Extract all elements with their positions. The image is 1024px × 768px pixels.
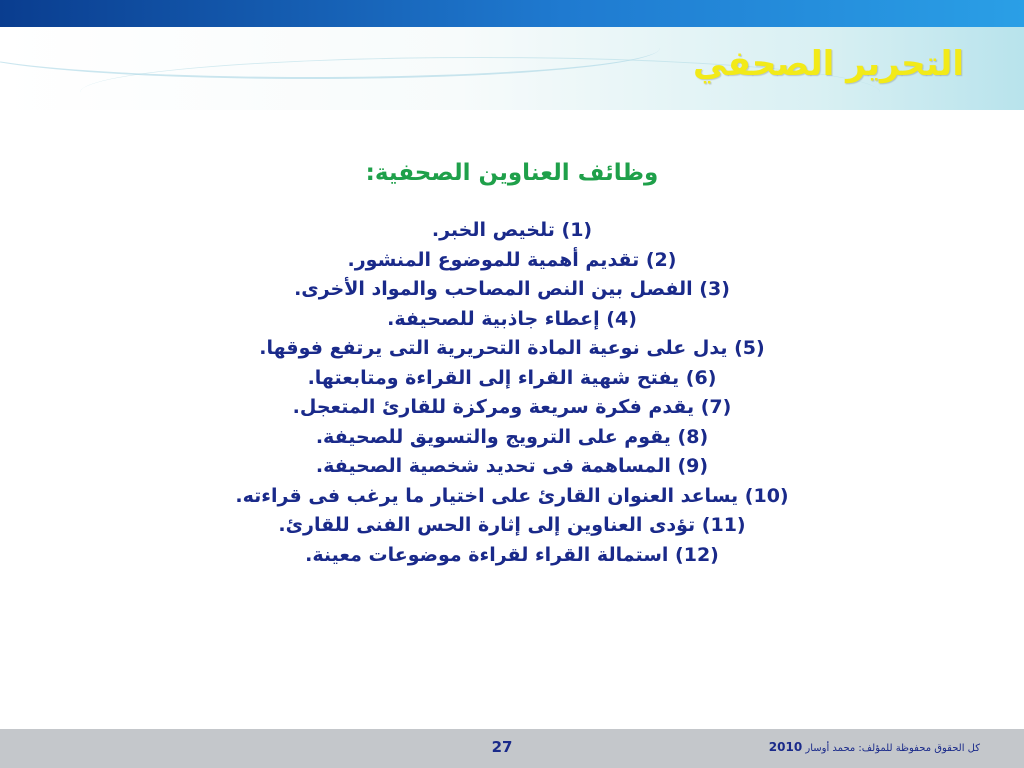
list-item: (12) استمالة القراء لقراءة موضوعات معينة. xyxy=(305,543,719,566)
list-item: (10) يساعد العنوان القارئ على اختيار ما يرغب فى قراءته. xyxy=(235,484,789,507)
list-item: (5) يدل على نوعية المادة التحريرية التى يرتفع فوقها. xyxy=(259,337,765,359)
list-item: (8) يقوم على الترويج والتسويق للصحيفة. xyxy=(315,425,709,448)
slide-content xyxy=(0,160,1024,570)
copyright-text: كل الحقوق محفوظة للمؤلف: محمد أوسار xyxy=(805,743,980,754)
page-number: 27 xyxy=(491,738,513,756)
list-item: (4) إعطاء جاذبية للصحيفة. xyxy=(387,307,637,330)
list-item: (1) تلخيص الخبر. xyxy=(431,219,593,241)
copyright-year: 2010 xyxy=(768,740,803,754)
header-band xyxy=(0,0,1024,27)
list-item: (11) تؤدى العناوين إلى إثارة الحس الفنى للقارئ. xyxy=(278,514,746,536)
list-item: (7) يقدم فكرة سريعة ومركزة للقارئ المتعجل. xyxy=(292,396,732,418)
slide-subtitle: وظائف العناوين الصحفية: xyxy=(365,160,659,186)
functions-list xyxy=(0,216,1024,570)
list-item: (9) المساهمة فى تحديد شخصية الصحيفة. xyxy=(315,455,709,477)
list-item: (3) الفصل بين النص المصاحب والمواد الأخرى. xyxy=(294,278,730,300)
footer-bar xyxy=(0,729,1024,768)
list-item: (2) تقديم أهمية للموضوع المنشور. xyxy=(347,248,677,271)
list-item: (6) يفتح شهية القراء إلى القراءة ومتابعتها. xyxy=(307,366,717,389)
slide-title: التحرير الصحفي xyxy=(692,44,964,84)
copyright-notice xyxy=(769,740,980,754)
